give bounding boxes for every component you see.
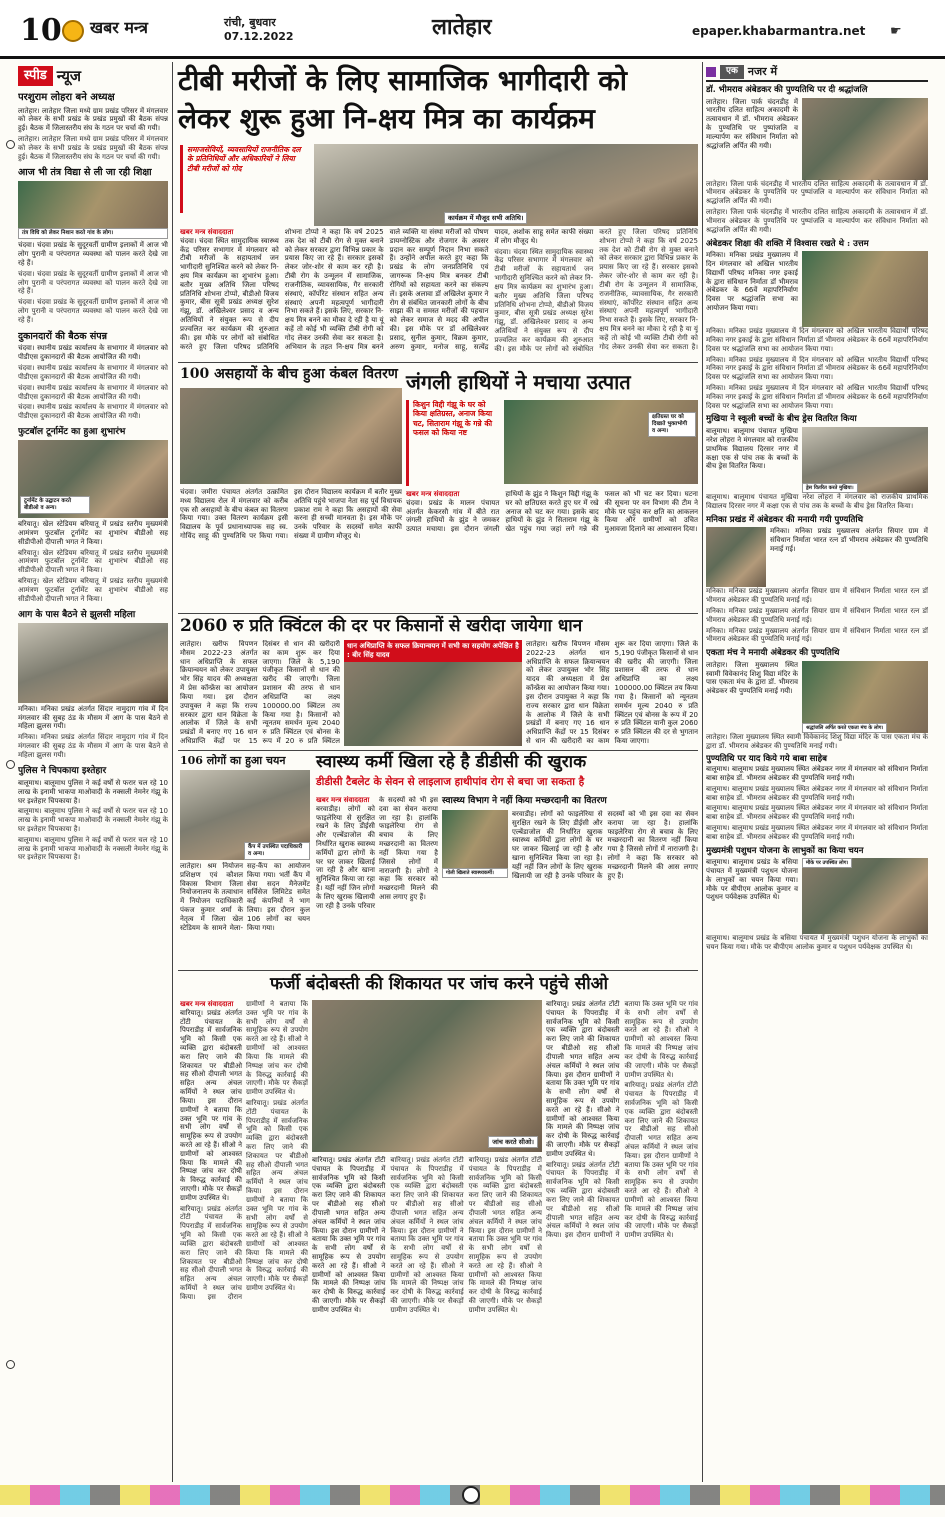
article-text: बारियातू। प्रखंड अंतर्गत टोंटी पंचायत के पिपराडीह में सार्वजनिक भूमि को किसी एक व्यक्ति द्वारा बंदोबस्ती करा लिए जाने की शिकायत पर बीडीओ सह सीओ दीपाली भगत सहित अन्य अंचल कर्मियों ने स्थल जांच किया। इस दौरान ग्रामीणों ने बताया कि उक्त भूमि पर गांव के सभी लोग वर्षों से सामूहिक रूप से उपयोग करते आ रहे हैं। सीओ ने ग्रामीणों को आश्वस्त किया कि मामले की निष्पक्ष जांच कर दोषी के विरुद्ध कार्रवाई की जाएगी। मौके पर सैकड़ों ग्रामीण उपस्थित थे।: [624, 1081, 698, 1240]
speed-label: स्पीड: [18, 66, 53, 86]
news-item-text: मनिका। मनिका प्रखंड मुख्यालय में दिन मंगलवार को अखिल भारतीय विद्यार्थी परिषद मनिका नगर इकाई के द्वारा संविधान निर्माता डॉ भीमराव अंबेडकर के 66वें महापरिनिर्वाण दिवस पर श्रद्धांजलि सभा का आयोजन किया गया।: [706, 327, 928, 353]
news-item-text: मनिका। मनिका प्रखंड मुख्यालय में दिन मंगलवार को अखिल भारतीय विद्यार्थी परिषद मनिका नगर इकाई के द्वारा संविधान निर्माता डॉ भीमराव अंबेडकर के 66वें महापरिनिर्वाण दिवस पर श्रद्धांजलि सभा का आयोजन किया गया।: [706, 355, 928, 382]
news-item: [706, 85, 928, 235]
city-day: रांची, बुधवार: [224, 16, 276, 29]
article-text: चंदवा। चंदवा स्थित सामुदायिक स्वास्थ्य केंद्र परिसर सभागार में मंगलवार को टीबी मरीजों के सहायतार्थ जन भागीदारी सुनिश्चित करने को लेकर नि-क्षय मित्र कार्यक्रम का शुभारंभ हुआ। बतौर मुख्य अतिथि जिला परिषद प्रतिनिधि शोभना टोप्पो, बीडीओ विजय कुमार, बीस सूत्री प्रखंड अध्यक्ष सुरेश गंझू, डॉ. अखिलेश्वर प्रसाद व अन्य अतिथियों ने संयुक्त रूप से दीप प्रज्वलित कर कार्यक्रम की शुरुआत की। इस मौके पर लोगों को संबोधित करते हुए जिला परिषद प्रतिनिधि शोभना टोप्पो ने कहा कि वर्ष 2025 तक देश को टीबी रोग से मुक्त बनाने को लेकर सरकार द्वारा विभिन्न प्रकार के प्रयास किए जा रहे हैं। सरकार इसको लेकर जोर-शोर से काम कर रही है। टीबी रोग के उन्मूलन में सामाजिक, राजनीतिक, व्यावसायिक, गैर सरकारी संस्थाएं, कॉर्पोरेट संस्थान सहित अन्य संस्थाएं अपनी महत्वपूर्ण भागीदारी निभा सकते हैं। इसके लिए, सरकार नि-क्षय मित्र बनने का मौका दे रही है या यूं कहें तो कोई भी व्यक्ति टीबी रोगी को गोद लेकर उनकी सेवा कर सकता है। अभियान के तहत नि-क्षय मित्र बनने वाले व्यक्ति या संस्था मरीजों को पोषण डायग्नोस्टिक और रोजगार के अवसर प्रदान कर सम्पूर्ण निदान निभा सकते हैं। उन्होंने अपील करते हुए कहा कि प्रखंड के लोग जनप्रतिनिधि एवं जागरूक नि-क्षय मित्र बनकर टीबी रोगियों को सहायता करने का संकल्प लें। इसके अलावा डॉ अखिलेश कुमार ने रोग से संबंधित जानकारी लोगों के बीच साझा की व समस्त मरीजों की पहचान को लेकर समाज से मदद की अपील की। इस मौके पर डॉ अखिलेश्वर प्रसाद, सुनील कुमार, विक्रम कुमार, अरुण कुमार, मनोज साहू, सत्येंद्र यादव, अशोक साहू समेत काफी संख्या में लोग मौजूद थे।: [180, 228, 594, 351]
speed-news-column: [18, 64, 168, 1480]
paddy-photo-box: [344, 640, 522, 748]
article-text: लातेहार। खरीफ विपणन मौसम 2022-23 अंतर्गत धान अधिप्राप्ति के सफल क्रियान्वयन को लेकर उपायुक्त भोर सिंह यादव की अध्यक्षता में प्रेस कॉन्फ्रेंस का आयोजन किया गया। इस दौरान उपायुक्त ने कहा कि राज्य सरकार द्वारा धान विक्रेता के आलोक में जिले के सभी प्रखंडों में बनाए गए 16 धान अधिप्राप्ति केंद्रों पर 15 दिसंबर से धान की खरीदारी का काम शुरू कर दिया जाएगा। जिले के 5,190 पंजीकृत किसानों से धान की खरीद की जाएगी। जिला प्रशासन की तरफ से धान अधिप्राप्ति का लक्ष्य 100000.00 क्विंटल तय किया गया है। किसानों को न्यूनतम समर्थन मूल्य 2040 रु प्रति क्विंटल एवं बोनस के रूप में 20 रु प्रति क्विंटल: [180, 640, 340, 745]
paddy-photo: [344, 662, 522, 746]
issue-date: 07.12.2022: [224, 30, 294, 44]
photo-caption: मौके पर उपस्थित लोग।: [802, 858, 852, 868]
ek-nazar-column: [706, 64, 928, 1480]
crosshair-icon: [462, 1486, 480, 1504]
news-item-text: बालूमाथ। बालूमाथ प्रखंड मुख्यालय स्थित अंबेडकर नगर में मंगलवार को संविधान निर्माता बाबा साहेब डॉ. भीमराव अंबेडकर की पुण्यतिथि मनाई गयी।: [706, 823, 928, 841]
section-title: लातेहार: [432, 14, 492, 40]
news-item-text: लातेहार। जिला पार्क चंदनडीह में भारतीय दलित साहित्य अकादमी के तत्वावधान में डॉ. भीमराव अंबेडकर के पुण्यतिथि पर पुष्पांजलि व माल्यार्पण कर संविधान निर्माता को श्रद्धांजलि अर्पित की गयी।: [706, 179, 928, 206]
news-item-text: बरियातू। खेल स्टेडियम बरियातू में प्रखंड स्तरीय मुख्यमंत्री आमंत्रण फुटबॉल टूर्नामेंट का शुभारंभ बीडीओ सह सीडीपीओ दीपाली भगत ने किया।: [18, 577, 168, 603]
news-item: [18, 92, 168, 161]
land-photo: [312, 1000, 542, 1152]
news-item: [706, 754, 928, 841]
news-item-title: दुकानदारों की बैठक संपन्न: [18, 330, 108, 342]
elephant-callout: किशुन विद्दी गंझू के घर को किया क्षतिग्रस्त, अनाज किया चट, सिताराम गंझू के गन्ने की फसल को किया नष्ट: [406, 400, 498, 486]
news-item-title: मुख्यमंत्री पशुधन योजना के लाभुकों का किया चयन: [706, 845, 864, 856]
article-text: लातेहार। खरीफ विपणन मौसम 2022-23 अंतर्गत धान अधिप्राप्ति के सफल क्रियान्वयन को लेकर उपायुक्त भोर सिंह यादव की अध्यक्षता में प्रेस कॉन्फ्रेंस का आयोजन किया गया। इस दौरान उपायुक्त ने कहा कि राज्य सरकार द्वारा धान विक्रेता के आलोक में जिले के सभी प्रखंडों में बनाए गए 16 धान अधिप्राप्ति केंद्रों पर 15 दिसंबर से धान की खरीदारी का काम शुरू कर दिया जाएगा। जिले के 5,190 पंजीकृत किसानों से धान की खरीद की जाएगी। जिला प्रशासन की तरफ से धान अधिप्राप्ति का लक्ष्य 100000.00 क्विंटल तय किया गया है। किसानों को न्यूनतम समर्थन मूल्य 2040 रु प्रति क्विंटल एवं बोनस के रूप में 20 रु प्रति क्विंटल यानी कुल 2060 रु प्रति क्विंटल की दर से भुगतान किया जाएगा।: [526, 640, 698, 745]
news-item: [18, 167, 168, 324]
jobs-headline: 106 लोगों का हुआ चयन: [180, 754, 286, 767]
news-item-text: बालूमाथ। बालूमाथ प्रखंड मुख्यालय स्थित अंबेडकर नगर में मंगलवार को संविधान निर्माता बाबा साहेब डॉ. भीमराव अंबेडकर की पुण्यतिथि मनाई गयी।: [706, 765, 928, 782]
health-subheadline: स्वास्थ्य विभाग ने नहीं किया मच्छरदानी का वितरण: [442, 796, 607, 806]
ek-label: एक: [720, 65, 744, 78]
health-headline: स्वास्थ्य कर्मी खिला रहे है डीडीसी की खुराक: [316, 752, 587, 772]
speed-news-banner: [18, 64, 168, 88]
brand-name: खबर मन्त्र: [90, 18, 148, 37]
news-item-text: मनिका। मनिका प्रखंड अंतर्गत सिंदार नामुदाग गांव में दिन मंगलवार की सुबह ठंड के मौसम में आग के पास बैठने से महिला झुलस गयी।: [18, 733, 168, 759]
news-item-text: मनिका। मनिका प्रखंड मुख्यालय अंतर्गत सियार ग्राम में संविधान निर्माता भारत रत्न डॉ भीमराव अंबेडकर की पुण्यतिथि मनाई गई।: [706, 587, 928, 605]
photo-caption: कैंप में उपस्थित पदाधिकारी व अन्य।: [244, 842, 310, 860]
news-item: [706, 239, 928, 411]
news-item-text: मनिका। मनिका प्रखंड मुख्यालय में दिन मंगलवार को अखिल भारतीय विद्यार्थी परिषद मनिका नगर इकाई के द्वारा संविधान निर्माता डॉ भीमराव अंबेडकर के 66वें महापरिनिर्वाण दिवस पर श्रद्धांजलि सभा का आयोजन किया गया।: [706, 384, 928, 410]
news-item-title: फुटबॉल टूर्नामेंट का हुआ शुभारंभ: [18, 426, 126, 437]
news-item-text: चंदवा। स्थानीय प्रखंड कार्यालय के सभागार में मंगलवार को पीडीएस दुकानदारों की बैठक आयोजित की गयी।: [18, 364, 168, 381]
article-text: बारियातू। प्रखंड अंतर्गत टोंटी पंचायत के पिपराडीह में सार्वजनिक भूमि को किसी एक व्यक्ति द्वारा बंदोबस्ती करा लिए जाने की शिकायत पर बीडीओ सह सीओ दीपाली भगत सहित अन्य अंचल कर्मियों ने स्थल जांच किया। इस दौरान ग्रामीणों ने बताया कि उक्त भूमि पर गांव के सभी लोग वर्षों से सामूहिक रूप से उपयोग करते आ रहे हैं। सीओ ने ग्रामीणों को आश्वस्त किया कि मामले की निष्पक्ष जांच कर दोषी के विरुद्ध कार्रवाई की जाएगी। मौके पर सैकड़ों ग्रामीण उपस्थित थे।: [246, 1098, 308, 1292]
paddy-body-right: [526, 640, 698, 748]
news-item-text: चंदवा। स्थानीय प्रखंड कार्यालय के सभागार में मंगलवार को पीडीएस दुकानदारों की बैठक आयोजित की गयी।: [18, 403, 168, 421]
photo-caption: गोली खिलाते स्वास्थ्यकर्मी।: [442, 868, 508, 878]
news-item-text: मनिका। मनिका प्रखंड मुख्यालय अंतर्गत सियार ग्राम में संविधान निर्माता भारत रत्न डॉ भीमराव अंबेडकर की पुण्यतिथि मनाई गई।: [706, 626, 928, 644]
nazar-label: नजर में: [747, 65, 778, 79]
blanket-headline: 100 असहायों के बीच हुआ कंबल वितरण: [180, 366, 398, 382]
article-text: बारियातू। प्रखंड अंतर्गत टोंटी पंचायत के पिपराडीह में सार्वजनिक भूमि को किसी एक व्यक्ति द्वारा बंदोबस्ती करा लिए जाने की शिकायत पर बीडीओ सह सीओ दीपाली भगत सहित अन्य अंचल कर्मियों ने स्थल जांच किया। इस दौरान ग्रामीणों ने बताया कि उक्त भूमि पर गांव के सभी लोग वर्षों से सामूहिक रूप से उपयोग करते आ रहे हैं। सीओ ने ग्रामीणों को आश्वस्त किया कि मामले की निष्पक्ष जांच कर दोषी के विरुद्ध कार्रवाई की जाएगी। मौके पर सैकड़ों ग्रामीण उपस्थित थे।: [546, 1000, 620, 1158]
news-item-text: लातेहार। जिला मुख्यालय स्थित स्वामी विवेकानंद शिशु विद्या मंदिर के पास एकता मंच के द्वारा डॉ. भीमराव अंबेडकर की पुण्यतिथि मनाई गयी।: [706, 732, 928, 750]
news-photo: [802, 661, 928, 733]
byline: खबर मन्त्र संवाददाता: [406, 490, 460, 498]
article-text: चंदवा। चंदवा स्थित सामुदायिक स्वास्थ्य केंद्र परिसर सभागार में मंगलवार को टीबी मरीजों के सहायतार्थ जन भागीदारी सुनिश्चित करने को लेकर नि-क्षय मित्र कार्यक्रम का शुभारंभ हुआ। बतौर मुख्य अतिथि जिला परिषद प्रतिनिधि शोभना टोप्पो, बीडीओ विजय कुमार, बीस सूत्री प्रखंड अध्यक्ष सुरेश गंझू, डॉ. अखिलेश्वर प्रसाद व अन्य अतिथियों ने संयुक्त रूप से दीप प्रज्वलित कर कार्यक्रम की शुरुआत की। इस मौके पर लोगों को संबोधित करते हुए जिला परिषद प्रतिनिधि शोभना टोप्पो ने कहा कि वर्ष 2025 तक देश को टीबी रोग से मुक्त बनाने को लेकर सरकार द्वारा विभिन्न प्रकार के प्रयास किए जा रहे हैं। सरकार इसको लेकर जोर-शोर से काम कर रही है। टीबी रोग के उन्मूलन में सामाजिक, राजनीतिक, व्यावसायिक, गैर सरकारी संस्थाएं, कॉर्पोरेट संस्थान सहित अन्य संस्थाएं अपनी महत्वपूर्ण भागीदारी निभा सकते हैं। इसके लिए, सरकार नि-क्षय मित्र बनने का मौका दे रही है या यूं कहें तो कोई भी व्यक्ति टीबी रोगी को गोद लेकर उनकी सेवा कर सकता है।: [494, 228, 698, 353]
news-item-text: बालूमाथ। बालूमाथ प्रखंड के बसिया पंचायत में मुख्यमंत्री पशुधन योजना के लाभुकों का चयन किया गया। मौके पर बीपीएम आलोक कुमार व पशुधन पर्यवेक्षक उपस्थित थे।: [706, 934, 928, 951]
elephant-body: [406, 490, 698, 610]
health-subhead: डीडीसी टैबलेट के सेवन से लाइलाज हाथीपांव रोग से बचा जा सकता है: [316, 776, 585, 788]
section-rule: [178, 750, 698, 751]
health-body-left: [316, 796, 438, 968]
news-item-text: लातेहार। लातेहार जिला मध्ये ग्राम प्रखंड परिसर में मंगलवार को लेकर के सभी प्रखंड के प्रखंड प्रमुखों की बैठक संपन्न हुई। बैठक में जिलास्तरीय संघ के गठन पर चर्चा की गयी।: [18, 106, 168, 133]
registration-mark-icon: [6, 1360, 15, 1369]
column-divider: [172, 62, 173, 1482]
news-item-text: बालूमाथ। बालूमाथ पुलिस ने कई वर्षों से फरार चल रहे 10 लाख के इनामी भाकपा माओवादी के नक्सली नेमनेर गंझू के घर इश्तेहार चिपकाया है।: [18, 807, 168, 833]
photo-caption: कार्यक्रम में मौजूद सभी अतिथि।: [444, 212, 527, 224]
news-item-title: मनिका प्रखंड में अंबेडकर की मनायी गयी पुण्यतिथि: [706, 514, 864, 525]
land-headline: फर्जी बंदोबस्ती की शिकायत पर जांच करने पहुंचे सीओ: [269, 974, 609, 994]
news-item: [706, 515, 928, 645]
news-item: [706, 648, 928, 750]
banner-square-icon: [706, 67, 716, 77]
jobs-body: [180, 862, 310, 968]
jobs-photo: [180, 770, 310, 860]
news-item-text: बालूमाथ। बालूमाथ प्रखंड के बसिया पंचायत में मुख्यमंत्री पशुधन योजना के लाभुकों का चयन किया गया। मौके पर बीपीएम आलोक कुमार व पशुधन पर्यवेक्षक उपस्थित थे।: [706, 858, 798, 902]
news-item-text: मनिका। मनिका प्रखंड मुख्यालय अंतर्गत सियार ग्राम में संविधान निर्माता भारत रत्न डॉ भीमराव अंबेडकर की पुण्यतिथि मनाई गई।: [770, 527, 928, 553]
article-text: चंदवा। प्रखंड के मालन पंचायत अंतर्गत केकरसौ गांव में बीते रात जंगली हाथियों के झुंड ने जमकर उत्पात मचाया। इस दौरान जंगली हाथियों के झुंड ने किशुन विद्दी गंझू के घर को क्षतिग्रस्त करते हुए घर में रखे अनाज को चट कर गया। इसके बाद हाथियों के झुंड ने सिताराम गंझू के खेत पहुंच गया जहां लगे गन्ने की फसल को भी चट कर दिया। घटना की सूचना पर वन विभाग की टीम ने मौके पर पहुंच कर क्षति का आकलन किया और ग्रामीणों को उचित मुआवजा दिलाने का आश्वासन दिया।: [406, 490, 698, 534]
news-item-text: बरियातू। खेल स्टेडियम बरियातू में प्रखंड स्तरीय मुख्यमंत्री आमंत्रण फुटबॉल टूर्नामेंट का शुभारंभ बीडीओ सह सीडीपीओ दीपाली भगत ने किया।: [18, 548, 168, 575]
news-photo: [18, 440, 168, 518]
lead-headline-line-1: टीबी मरीजों के लिए सामाजिक भागीदारी को: [178, 64, 628, 97]
news-item-text: बालूमाथ। बालूमाथ पंचायत मुखिया नरेश लोहरा ने मंगलवार को राजकीय प्राथमिक विद्यालय दिरसर नगर में कक्षा एक से पांच तक के बच्चों के बीच ड्रेस वितरित किया।: [706, 493, 928, 510]
health-photo: [442, 810, 508, 878]
news-photo: [802, 251, 928, 327]
elephant-photo: [504, 400, 698, 484]
hand-pointer-icon: ☛: [890, 24, 902, 39]
photo-caption: जांच करते सीओ।: [488, 1136, 538, 1148]
news-item-text: मनिका। मनिका प्रखंड मुख्यालय अंतर्गत सियार ग्राम में संविधान निर्माता भारत रत्न डॉ भीमराव अंबेडकर की पुण्यतिथि मनाई गई।: [706, 606, 928, 624]
photo-caption: तंत्र विधि को लेकर निशान करते गांव के लोग।: [18, 228, 168, 239]
news-item-title: आग के पास बैठने से झुलसी महिला: [18, 609, 136, 620]
news-item: [18, 427, 168, 604]
article-text: बरवाडीह। लोगों को फाइलेरिया से सुरक्षित रखने के लिए डीईसी और एल्बेंडाजोल की निर्धारित खुराक स्वास्थ्य कर्मियों द्वारा लोगों के घर घर जाकर खिलाई जा रही है और खाना सुनिश्चित किया जा रहा है। यहीं नहीं जिन लोगों के लिए खुराक खिलायी जा रही है उनके परिवार के सदस्यों को भी इस दवा का सेवन कराया जा रहा है। हालांकि फाइलेरिया रोग से बचाव के लिए मच्छरदानी का वितरण नहीं किया गया है जिससे लोगों में नाराजगी है। लोगों ने कहा कि सरकार को मच्छरदानी मिलने की आस लगाए हुए हैं।: [316, 796, 438, 910]
elephant-headline: जंगली हाथियों ने मचाया उत्पात: [406, 370, 631, 394]
section-rule: [178, 970, 698, 971]
news-item-text: बालूमाथ। बालूमाथ प्रखंड मुख्यालय स्थित अंबेडकर नगर में मंगलवार को संविधान निर्माता बाबा साहेब डॉ. भीमराव अंबेडकर की पुण्यतिथि मनाई गयी।: [706, 804, 928, 822]
photo-caption: श्रद्धांजलि अर्पित करते एकता मंच के लोग।: [802, 723, 887, 733]
news-item-text: लातेहार। जिला पार्क चंदनडीह में भारतीय दलित साहित्य अकादमी के तत्वावधान में डॉ. भीमराव अंबेडकर के पुण्यतिथि पर पुष्पांजलि व माल्यार्पण कर संविधान निर्माता को श्रद्धांजलि अर्पित की गयी।: [706, 208, 928, 234]
news-item-text: लातेहार। जिला पार्क चंदनडीह में भारतीय दलित साहित्य अकादमी के तत्वावधान में डॉ. भीमराव अंबेडकर के पुण्यतिथि पर पुष्पांजलि व माल्यार्पण कर संविधान निर्माता को श्रद्धांजलि अर्पित की गयी।: [706, 97, 798, 150]
news-photo: [706, 527, 766, 587]
lead-headline: [178, 62, 698, 140]
paddy-callout: धान अधिप्राप्ति के सफल क्रियान्वयन में सभी का सहयोग अपेक्षित है : बीर सिंह यादव: [344, 640, 522, 662]
lead-body: [180, 228, 698, 360]
news-item-title: पुण्यतिथि पर याद किये गये बाबा साहेब: [706, 754, 827, 765]
photo-caption: क्षतिग्रस्त घर को दिखाते भुक्तभोगी व अन्य।: [648, 412, 696, 437]
section-rule: [178, 362, 698, 363]
article-text: बरवाडीह। लोगों को फाइलेरिया से सुरक्षित रखने के लिए डीईसी और एल्बेंडाजोल की निर्धारित खुराक स्वास्थ्य कर्मियों द्वारा लोगों के घर घर जाकर खिलाई जा रही है और खाना सुनिश्चित किया जा रहा है। यहीं नहीं जिन लोगों के लिए खुराक खिलायी जा रही है उनके परिवार के सदस्यों को भी इस दवा का सेवन कराया जा रहा है। हालांकि फाइलेरिया रोग से बचाव के लिए मच्छरदानी का वितरण नहीं किया गया है जिससे लोगों में नाराजगी है। लोगों ने कहा कि सरकार को मच्छरदानी मिलने की आस लगाए हुए हैं।: [512, 810, 698, 880]
website-link[interactable]: epaper.khabarmantra.net: [692, 24, 866, 38]
article-text: बारियातू। प्रखंड अंतर्गत टोंटी पंचायत के पिपराडीह में सार्वजनिक भूमि को किसी एक व्यक्ति द्वारा बंदोबस्ती करा लिए जाने की शिकायत पर बीडीओ सह सीओ दीपाली भगत सहित अन्य अंचल कर्मियों ने स्थल जांच किया। इस दौरान ग्रामीणों ने बताया कि उक्त भूमि पर गांव के सभी लोग वर्षों से सामूहिक रूप से उपयोग करते आ रहे हैं। सीओ ने ग्रामीणों को आश्वस्त किया कि मामले की निष्पक्ष जांच कर दोषी के विरुद्ध कार्रवाई की जाएगी। मौके पर सैकड़ों ग्रामीण उपस्थित थे।: [546, 1000, 698, 1240]
news-item-text: बरियातू। खेल स्टेडियम बरियातू में प्रखंड स्तरीय मुख्यमंत्री आमंत्रण फुटबॉल टूर्नामेंट का शुभारंभ बीडीओ सह सीडीपीओ दीपाली भगत ने किया।: [18, 520, 168, 546]
land-body-left: [180, 1000, 308, 1480]
news-item-title: डॉ. भीमराव अंबेडकर की पुण्यतिथि पर दी श्रद्धांजलि: [706, 85, 868, 95]
news-item: [706, 414, 928, 510]
news-item-text: बालूमाथ। बालूमाथ पंचायत मुखिया नरेश लोहरा ने मंगलवार को राजकीय प्राथमिक विद्यालय दिरसर नगर में कक्षा एक से पांच तक के बच्चों के बीच ड्रेस वितरित किया।: [706, 427, 798, 471]
article-text: चंदवा। जमीरा पंचायत अंतर्गत उत्क्रमित मध्य विद्यालय रोल में मंगलवार को करीब एक सौ असहायों के बीच कंबल का वितरण किया गया। उक्त वितरण कार्यक्रम इसी विद्यालय के पूर्व प्रधानाध्यापक सह स्व. गोविंद साहू की पुण्यतिथि पर किया गया। इस दौरान विद्यालय कार्यक्रम में बतौर मुख्य अतिथि पहुंचे भाजपा नेता सह पूर्व विधायक प्रकाश राम ने कहा कि असहायों की सेवा करना ही सच्ची मानवता है। इस मौके पर उनके परिवार के सदस्यों समेत काफी संख्या में ग्रामीण मौजूद थे।: [180, 488, 402, 541]
lead-headline-line-2: लेकर शुरू हुआ नि-क्षय मित्र का कार्यक्रम: [178, 102, 595, 135]
masthead-rule: [0, 56, 945, 59]
article-text: बारियातू। प्रखंड अंतर्गत टोंटी पंचायत के पिपराडीह में सार्वजनिक भूमि को किसी एक व्यक्ति द्वारा बंदोबस्ती करा लिए जाने की शिकायत पर बीडीओ सह सीओ दीपाली भगत सहित अन्य अंचल कर्मियों ने स्थल जांच किया। इस दौरान ग्रामीणों ने बताया कि उक्त भूमि पर गांव के सभी लोग वर्षों से सामूहिक रूप से उपयोग करते आ रहे हैं। सीओ ने ग्रामीणों को आश्वस्त किया कि मामले की निष्पक्ष जांच कर दोषी के विरुद्ध कार्रवाई की जाएगी। मौके पर सैकड़ों ग्रामीण उपस्थित थे।: [180, 1000, 308, 1301]
news-item-title: अंबेडकर शिक्षा की शक्ति में विश्वास रखते थे : उत्तम: [706, 238, 869, 249]
dateline: [224, 16, 294, 45]
column-divider: [702, 62, 703, 1482]
land-body-right: [546, 1000, 698, 1480]
lead-photo: [314, 144, 698, 226]
news-item: [18, 610, 168, 760]
news-label: न्यूज: [56, 66, 82, 85]
health-body-right: [512, 810, 698, 968]
news-item-title: मुखिया ने स्कूली बच्चों के बीच ड्रेस वितरित किया: [706, 414, 857, 425]
byline: खबर मन्त्र संवाददाता: [316, 796, 370, 804]
news-item: [18, 766, 168, 863]
paddy-body-left: [180, 640, 340, 748]
photo-caption: टूर्नामेंट के उद्घाटन करते बीडीओ व अन्य।: [20, 496, 90, 514]
news-item-text: बालूमाथ। बालूमाथ प्रखंड मुख्यालय स्थित अंबेडकर नगर में मंगलवार को संविधान निर्माता बाबा साहेब डॉ. भीमराव अंबेडकर की पुण्यतिथि मनाई गयी।: [706, 784, 928, 802]
news-photo: [18, 623, 168, 703]
news-item-title: पुलिस ने चिपकाया इश्तेहार: [18, 765, 107, 776]
article-text: बारियातू। प्रखंड अंतर्गत टोंटी पंचायत के पिपराडीह में सार्वजनिक भूमि को किसी एक व्यक्ति द्वारा बंदोबस्ती करा लिए जाने की शिकायत पर बीडीओ सह सीओ दीपाली भगत सहित अन्य अंचल कर्मियों ने स्थल जांच किया। इस दौरान ग्रामीणों ने बताया कि उक्त भूमि पर गांव के सभी लोग वर्षों से सामूहिक रूप से उपयोग करते आ रहे हैं। सीओ ने ग्रामीणों को आश्वस्त किया कि मामले की निष्पक्ष जांच कर दोषी के विरुद्ध कार्रवाई की जाएगी। मौके पर सैकड़ों ग्रामीण उपस्थित थे।: [312, 1156, 386, 1314]
blanket-body: [180, 488, 402, 610]
news-item-text: बालूमाथ। बालूमाथ पुलिस ने कई वर्षों से फरार चल रहे 10 लाख के इनामी भाकपा माओवादी के नक्सली नेमनेर गंझू के घर इश्तेहार चिपकाया है।: [18, 835, 168, 862]
news-photo: [802, 427, 928, 493]
article-text: बारियातू। प्रखंड अंतर्गत टोंटी पंचायत के पिपराडीह में सार्वजनिक भूमि को किसी एक व्यक्ति द्वारा बंदोबस्ती करा लिए जाने की शिकायत पर बीडीओ सह सीओ दीपाली भगत सहित अन्य अंचल कर्मियों ने स्थल जांच किया। इस दौरान ग्रामीणों ने बताया कि उक्त भूमि पर गांव के सभी लोग वर्षों से सामूहिक रूप से उपयोग करते आ रहे हैं। सीओ ने ग्रामीणों को आश्वस्त किया कि मामले की निष्पक्ष जांच कर दोषी के विरुद्ध कार्रवाई की जाएगी। मौके पर सैकड़ों ग्रामीण उपस्थित थे।: [468, 1156, 542, 1314]
registration-mark-icon: [6, 140, 15, 149]
news-item-text: मनिका। मनिका प्रखंड मुख्यालय में दिन मंगलवार को अखिल भारतीय विद्यार्थी परिषद मनिका नगर इकाई के द्वारा संविधान निर्माता डॉ भीमराव अंबेडकर के 66वें महापरिनिर्वाण दिवस पर श्रद्धांजलि सभा का आयोजन किया गया।: [706, 251, 798, 312]
byline: खबर मन्त्र संवाददाता: [180, 1000, 234, 1008]
news-item-text: चंदवा। चंदवा प्रखंड के सुदूरवर्ती ग्रामीण इलाकों में आज भी लोग पुरानी व परंपरागत व्यवस्था को पालन करते देखे जा रहे हैं।: [18, 269, 168, 296]
lead-callout: समाजसेवियों, व्यवसायियों राजनीतिक दल के प्रतिनिधियों और अधिकारियों ने लिया टीबी मरीजों को गोद: [180, 145, 308, 213]
news-item-text: लातेहार। जिला मुख्यालय स्थित स्वामी विवेकानंद शिशु विद्या मंदिर के पास एकता मंच के द्वारा डॉ. भीमराव अंबेडकर की पुण्यतिथि मनाई गयी।: [706, 660, 798, 696]
news-item-text: चंदवा। चंदवा प्रखंड के सुदूरवर्ती ग्रामीण इलाकों में आज भी लोग पुरानी व परंपरागत व्यवस्था को पालन करते देखे जा रहे हैं।: [18, 298, 168, 324]
blanket-photo: [180, 388, 402, 484]
news-item-text: मनिका। मनिका प्रखंड अंतर्गत सिंदार नामुदाग गांव में दिन मंगलवार की सुबह ठंड के मौसम में आग के पास बैठने से महिला झुलस गयी।: [18, 704, 168, 731]
news-item-text: बालूमाथ। बालूमाथ पुलिस ने कई वर्षों से फरार चल रहे 10 लाख के इनामी भाकपा माओवादी के नक्सली नेमनेर गंझू के घर इश्तेहार चिपकाया है।: [18, 778, 168, 805]
news-item-title: आज भी तंत्र विद्या से ली जा रही शिक्षा: [18, 167, 152, 179]
article-text: लातेहार। श्रम नियोजन प्रशिक्षण एवं कौशल विकास विभाग जिला नियोजनालय के तत्वाधान में नियोजन पदाधिकारी पंकज कुमार शर्मा के नेतृत्व में जिला खेल स्टेडियम के सामने मेला-सह-कैंप का आयोजन किया गया। भर्ती कैंप में सेवा सदन मैनेजमेंट सर्विसेज लिमिटेड समेत कई कंपनियों ने भाग लिया। इस दौरान कुल 106 लोगों का चयन किया गया।: [180, 862, 310, 932]
page-number: 10: [20, 13, 62, 48]
news-photo: [802, 98, 928, 180]
registration-mark-icon: [6, 760, 15, 769]
brand-logo-icon: [62, 20, 84, 42]
news-item-text: लातेहार। लातेहार जिला मध्ये ग्राम प्रखंड परिसर में मंगलवार को लेकर के सभी प्रखंड के प्रखंड प्रमुखों की बैठक संपन्न हुई। बैठक में जिलास्तरीय संघ के गठन पर चर्चा की गयी।: [18, 134, 168, 161]
land-body-middle: [312, 1156, 542, 1480]
article-text: बारियातू। प्रखंड अंतर्गत टोंटी पंचायत के पिपराडीह में सार्वजनिक भूमि को किसी एक व्यक्ति द्वारा बंदोबस्ती करा लिए जाने की शिकायत पर बीडीओ सह सीओ दीपाली भगत सहित अन्य अंचल कर्मियों ने स्थल जांच किया। इस दौरान ग्रामीणों ने बताया कि उक्त भूमि पर गांव के सभी लोग वर्षों से सामूहिक रूप से उपयोग करते आ रहे हैं। सीओ ने ग्रामीणों को आश्वस्त किया कि मामले की निष्पक्ष जांच कर दोषी के विरुद्ध कार्रवाई की जाएगी। मौके पर सैकड़ों ग्रामीण उपस्थित थे।: [180, 1008, 242, 1202]
section-rule: [178, 613, 698, 614]
byline: खबर मन्त्र संवाददाता: [180, 228, 234, 236]
news-item: [18, 331, 168, 421]
news-photo: [802, 858, 928, 934]
photo-caption: ड्रेस वितरित करते मुखिया।: [802, 483, 858, 493]
news-item-title: परशुराम लोहरा बने अध्यक्ष: [18, 92, 115, 103]
paddy-headline: 2060 रु प्रति क्विंटल की दर पर किसानों से खरीदा जायेगा धान: [180, 616, 583, 636]
news-item: [706, 846, 928, 952]
news-photo: [18, 181, 168, 239]
masthead: [0, 0, 945, 56]
article-text: बारियातू। प्रखंड अंतर्गत टोंटी पंचायत के पिपराडीह में सार्वजनिक भूमि को किसी एक व्यक्ति द्वारा बंदोबस्ती करा लिए जाने की शिकायत पर बीडीओ सह सीओ दीपाली भगत सहित अन्य अंचल कर्मियों ने स्थल जांच किया। इस दौरान ग्रामीणों ने बताया कि उक्त भूमि पर गांव के सभी लोग वर्षों से सामूहिक रूप से उपयोग करते आ रहे हैं। सीओ ने ग्रामीणों को आश्वस्त किया कि मामले की निष्पक्ष जांच कर दोषी के विरुद्ध कार्रवाई की जाएगी। मौके पर सैकड़ों ग्रामीण उपस्थित थे।: [390, 1156, 464, 1314]
news-item-text: चंदवा। चंदवा प्रखंड के सुदूरवर्ती ग्रामीण इलाकों में आज भी लोग पुरानी व परंपरागत व्यवस्था को पालन करते देखे जा रहे हैं।: [18, 241, 168, 267]
ek-nazar-banner: [706, 64, 928, 82]
news-item-title: एकता मंच ने मनायी अंबेडकर की पुण्यतिथि: [706, 648, 840, 659]
news-item-text: चंदवा। स्थानीय प्रखंड कार्यालय के सभागार में मंगलवार को पीडीएस दुकानदारों की बैठक आयोजित की गयी।: [18, 344, 168, 362]
news-item-text: चंदवा। स्थानीय प्रखंड कार्यालय के सभागार में मंगलवार को पीडीएस दुकानदारों की बैठक आयोजित की गयी।: [18, 383, 168, 401]
